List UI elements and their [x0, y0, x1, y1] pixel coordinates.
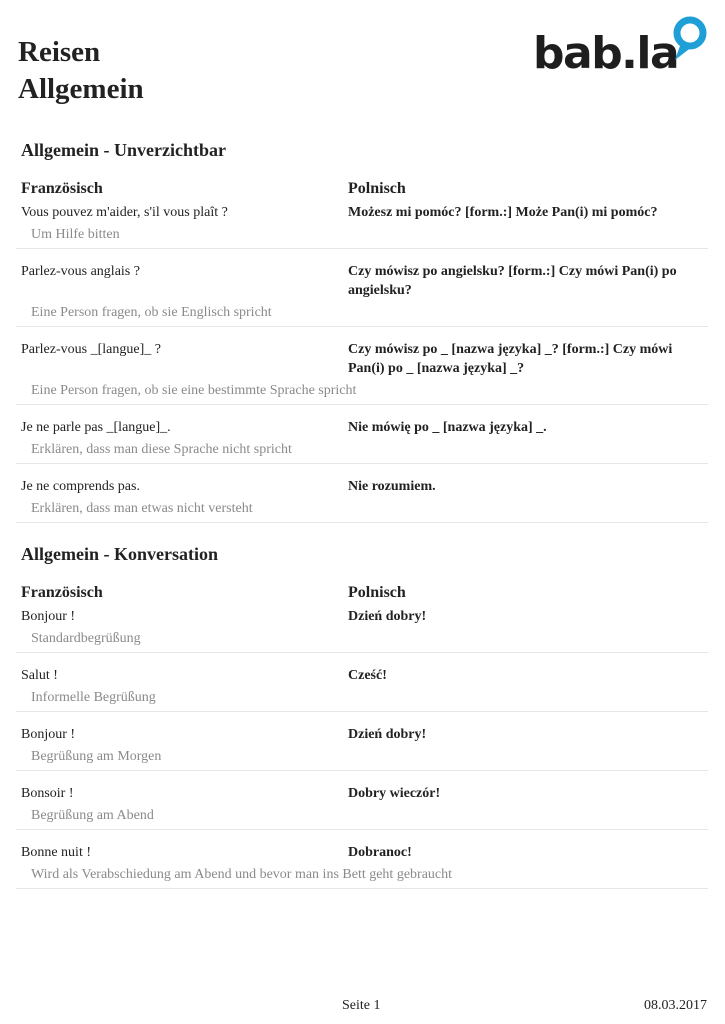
phrase-row [16, 784, 708, 830]
phrase-french: Vous pouvez m'aider, s'il vous plaît ? [21, 205, 228, 220]
phrase-polish: Dobry wieczór! [348, 786, 441, 801]
phrase-row [16, 725, 708, 771]
phrase-usage-note: Erklären, dass man etwas nicht versteht [31, 501, 253, 516]
column-headers [16, 582, 708, 604]
column-headers [16, 178, 708, 200]
phrase-polish: Dzień dobry! [348, 727, 427, 742]
section-konversation [16, 543, 708, 889]
phrase-row [16, 477, 708, 523]
phrase-list [16, 607, 708, 889]
phrase-french: Salut ! [21, 668, 58, 683]
phrase-usage-note: Eine Person fragen, ob sie eine bestimmte Sprache spricht [31, 383, 357, 398]
phrase-usage-note: Begrüßung am Morgen [31, 749, 162, 764]
phrase-french: Je ne comprends pas. [21, 479, 140, 494]
phrase-french: Bonjour ! [21, 609, 76, 624]
column-header-polish: Polnisch [348, 584, 406, 601]
column-header-french: Französisch [21, 180, 103, 197]
phrase-polish: Czy mówisz po _ [nazwa języka] _? [form.:] Czy mówi Pan(i) po _ [nazwa języka] _? [348, 342, 673, 376]
phrase-french: Parlez-vous _[langue]_ ? [21, 342, 161, 357]
phrase-french: Bonsoir ! [21, 786, 74, 801]
page-number: Seite 1 [342, 998, 381, 1013]
phrase-row [16, 340, 708, 405]
document-title-line2: Allgemein [18, 73, 144, 105]
phrase-row [16, 203, 708, 249]
phrase-usage-note: Erklären, dass man diese Sprache nicht spricht [31, 442, 292, 457]
phrase-usage-note: Eine Person fragen, ob sie Englisch spricht [31, 305, 272, 320]
phrase-polish: Dobranoc! [348, 845, 412, 860]
section-unverzichtbar [16, 139, 708, 523]
phrase-french: Parlez-vous anglais ? [21, 264, 140, 279]
babla-logo [533, 16, 713, 80]
phrase-row [16, 418, 708, 464]
section-title: Allgemein - Unverzichtbar [21, 140, 226, 160]
column-header-french: Französisch [21, 584, 103, 601]
phrase-polish: Czy mówisz po angielsku? [form.:] Czy mówi Pan(i) po angielsku? [348, 264, 677, 298]
phrase-polish: Cześć! [348, 668, 387, 683]
phrase-row [16, 843, 708, 889]
document-title-line1: Reisen [18, 36, 101, 68]
phrase-polish: Dzień dobry! [348, 609, 427, 624]
phrase-french: Bonjour ! [21, 727, 76, 742]
phrase-usage-note: Informelle Begrüßung [31, 690, 156, 705]
phrase-polish: Nie mówię po _ [nazwa języka] _. [348, 420, 547, 435]
phrase-polish: Możesz mi pomóc? [form.:] Może Pan(i) mi pomóc? [348, 205, 658, 220]
document-date: 08.03.2017 [644, 998, 707, 1013]
phrase-row [16, 666, 708, 712]
phrase-list [16, 203, 708, 523]
phrase-french: Je ne parle pas _[langue]_. [21, 420, 171, 435]
phrase-usage-note: Standardbegrüßung [31, 631, 141, 646]
phrase-row [16, 607, 708, 653]
phrase-french: Bonne nuit ! [21, 845, 91, 860]
speech-bubble-icon [671, 16, 709, 62]
column-header-polish: Polnisch [348, 180, 406, 197]
phrase-row [16, 262, 708, 327]
section-title: Allgemein - Konversation [21, 544, 218, 564]
document-title [18, 34, 144, 108]
logo-wordmark: bab.la [533, 28, 679, 79]
phrase-usage-note: Wird als Verabschiedung am Abend und bevor man ins Bett geht gebraucht [31, 867, 453, 882]
phrase-polish: Nie rozumiem. [348, 479, 436, 494]
phrase-usage-note: Begrüßung am Abend [31, 808, 154, 823]
phrase-usage-note: Um Hilfe bitten [31, 227, 120, 242]
